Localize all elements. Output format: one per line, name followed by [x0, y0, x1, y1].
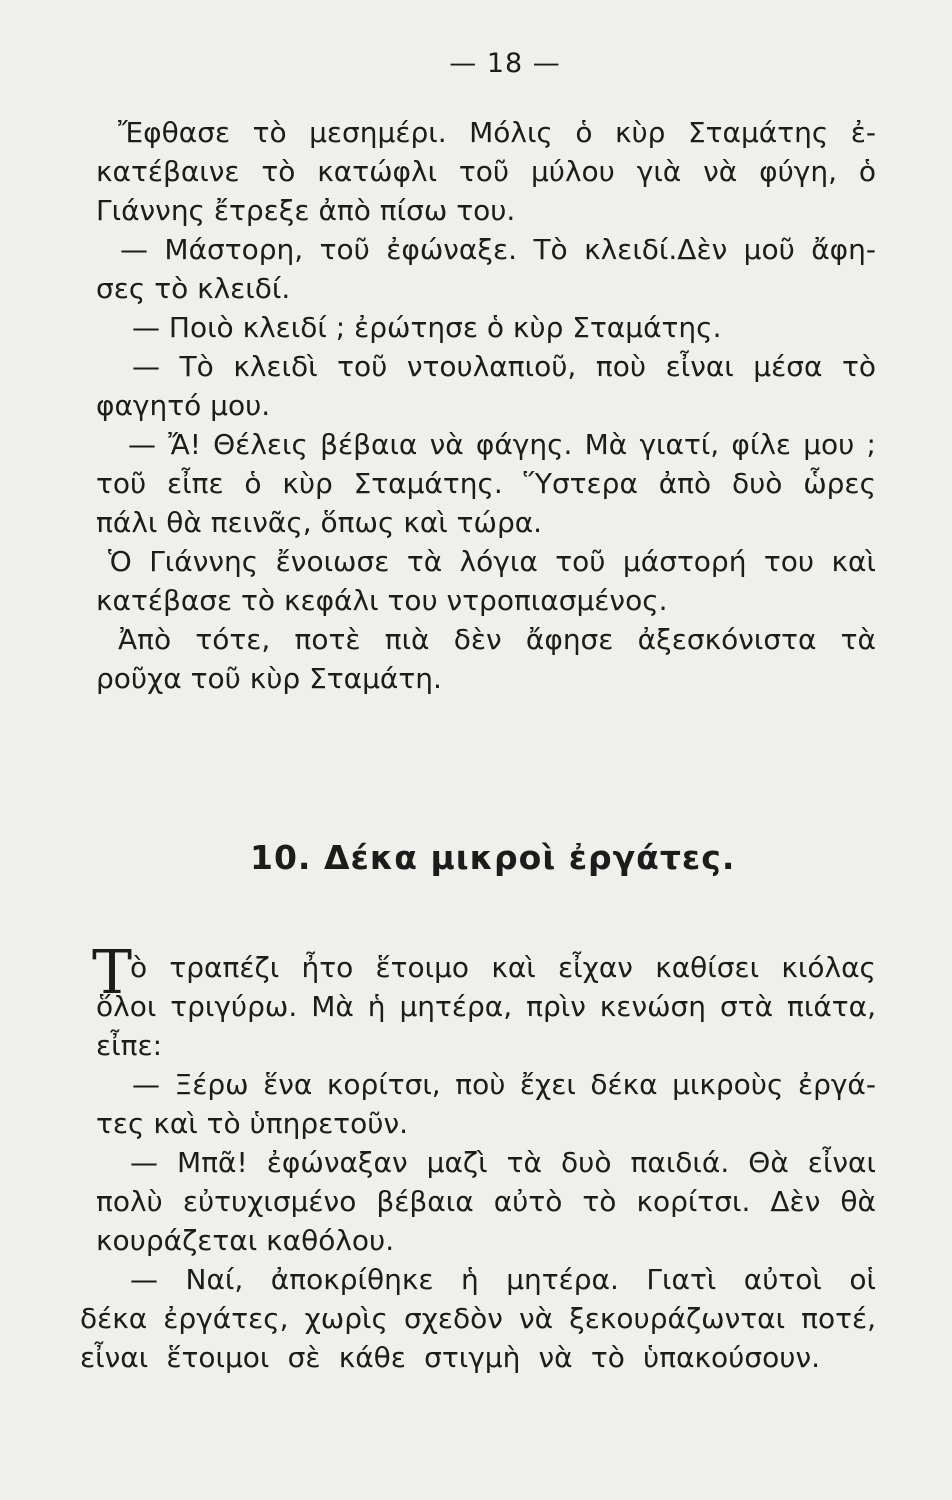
text-line: εἶπε: [96, 1029, 163, 1062]
chapter-heading: 10. Δέκα μικροὶ ἐργάτες. [250, 838, 736, 877]
story-section-2 [80, 938, 876, 1377]
text-line: — Ναί, ἀποκρίθηκε ἡ μητέρα. Γιατὶ αὐτοὶ οἱ [130, 1263, 876, 1296]
text-line: Γιάννης ἔτρεξε ἀπὸ πίσω του. [96, 194, 516, 227]
text-line: εἶναι ἕτοιμοι σὲ κάθε στιγμὴ νὰ τὸ ὑπακούσουν. [80, 1341, 820, 1374]
text-line: κουράζεται καθόλου. [96, 1224, 395, 1257]
text-line: κατέβαινε τὸ κατώφλι τοῦ μύλου γιὰ νὰ φύγη, ὁ [96, 155, 876, 188]
story-section-1 [96, 113, 876, 698]
text-line: τες καὶ τὸ ὑπηρετοῦν. [96, 1107, 408, 1140]
text-line: πάλι θὰ πεινᾶς, ὅπως καὶ τώρα. [96, 506, 543, 539]
text-line: κατέβασε τὸ κεφάλι του ντροπιασμένος. [96, 584, 668, 617]
text-line: δέκα ἐργάτες, χωρὶς σχεδὸν νὰ ξεκουράζωνται ποτέ, [80, 1302, 876, 1335]
text-line: — Ξέρω ἕνα κορίτσι, ποὺ ἔχει δέκα μικροὺς ἐργά- [132, 1068, 876, 1101]
text-line: — Ἄ! Θέλεις βέβαια νὰ φάγης. Μὰ γιατί, φίλε μου ; [128, 428, 876, 461]
text-line: — Μάστορη, τοῦ ἐφώναξε. Τὸ κλειδί.Δὲν μοῦ ἄφη- [120, 233, 876, 266]
text-line: σες τὸ κλειδί. [96, 272, 291, 305]
text-line: ροῦχα τοῦ κὺρ Σταμάτη. [96, 662, 442, 695]
text-line: — Τὸ κλειδὶ τοῦ ντουλαπιοῦ, ποὺ εἶναι μέσα τὸ [132, 350, 876, 383]
text-line: Ὁ Γιάννης ἔνοιωσε τὰ λόγια τοῦ μάστορή του καὶ [108, 545, 876, 578]
text-line: φαγητό μου. [96, 389, 271, 422]
text-line: ὅλοι τριγύρω. Μὰ ἡ μητέρα, πρὶν κενώση στὰ πιάτα, [96, 990, 876, 1023]
text-line: πολὺ εὐτυχισμένο βέβαια αὐτὸ τὸ κορίτσι. Δὲν θὰ [96, 1185, 876, 1218]
text-line: — Μπᾶ! ἐφώναξαν μαζὶ τὰ δυὸ παιδιά. Θὰ εἶναι [130, 1146, 876, 1179]
first-line-text: ὸ τραπέζι ἦτο ἕτοιμο καὶ εἶχαν καθίσει κιόλας [130, 951, 876, 984]
text-line: — Ποιὸ κλειδί ; ἐρώτησε ὁ κὺρ Σταμάτης. [132, 311, 722, 344]
page-number: — 18 — [449, 48, 561, 79]
drop-cap: Τ [92, 938, 133, 1008]
text-line: τοῦ εἶπε ὁ κὺρ Σταμάτης. Ὕστερα ἀπὸ δυὸ ὧρες [96, 467, 876, 500]
text-line: Ἔφθασε τὸ μεσημέρι. Μόλις ὁ κὺρ Σταμάτης ἐ- [118, 116, 876, 149]
text-line: Ἀπὸ τότε, ποτὲ πιὰ δὲν ἄφησε ἀξεσκόνιστα τὰ [118, 623, 876, 656]
